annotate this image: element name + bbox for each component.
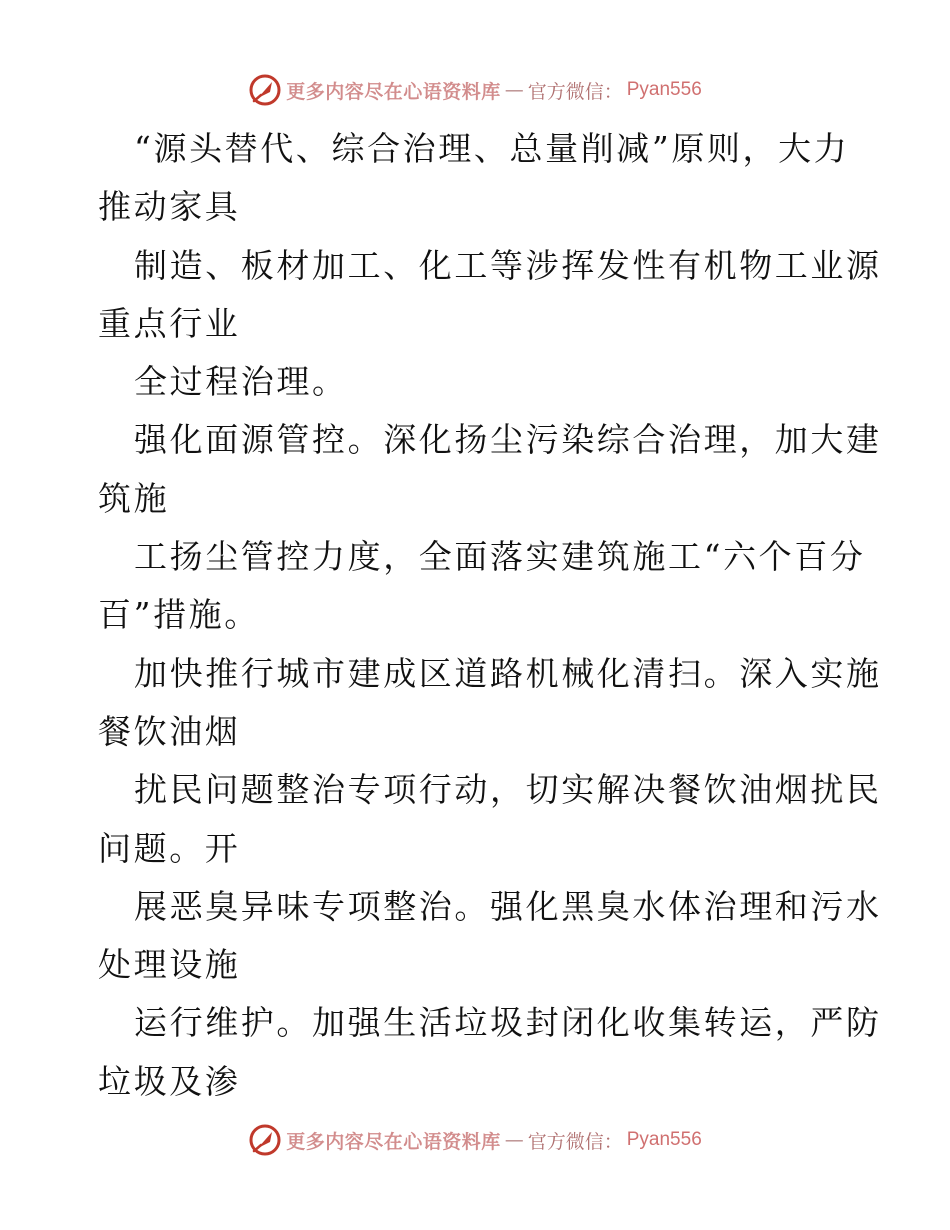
text-line: 加快推行城市建成区道路机械化清扫。深入实施 xyxy=(134,653,882,693)
watermark-official-label: 官方微信： xyxy=(527,1130,623,1153)
text-line: 展恶臭异味专项整治。强化黑臭水体治理和污水 xyxy=(134,886,882,926)
watermark-title: 更多内容尽在心语资料库 xyxy=(286,80,501,103)
watermark-title: 更多内容尽在心语资料库 xyxy=(286,1130,501,1153)
watermark-dash: — xyxy=(504,1129,524,1151)
watermark-official-label: 官方微信： xyxy=(527,80,623,103)
text-line: 强化面源管控。深化扬尘污染综合治理，加大建 xyxy=(134,420,882,460)
text-line: 推动家具 xyxy=(98,187,241,227)
text-line: 运行维护。加强生活垃圾封闭化收集转运，严防 xyxy=(134,1003,882,1043)
document-body xyxy=(98,120,882,1111)
footer-watermark xyxy=(248,1123,702,1157)
text-line: 全过程治理。 xyxy=(134,362,348,402)
quill-logo-icon xyxy=(248,1123,282,1157)
text-line: 筑施 xyxy=(98,478,170,518)
text-line: 处理设施 xyxy=(98,945,241,985)
quill-logo-icon xyxy=(248,73,282,107)
page-header xyxy=(0,70,950,110)
text-line: 制造、板材加工、化工等涉挥发性有机物工业源 xyxy=(134,245,882,285)
watermark-wechat-id: Pyan556 xyxy=(626,1129,702,1150)
text-line: 百”措施。 xyxy=(98,595,260,635)
text-line: 重点行业 xyxy=(98,303,241,343)
text-line: 扰民问题整治专项行动，切实解决餐饮油烟扰民 xyxy=(134,770,882,810)
text-line: 问题。开 xyxy=(98,828,241,868)
text-line: 餐饮油烟 xyxy=(98,711,241,751)
watermark-wechat-id: Pyan556 xyxy=(626,79,702,100)
page-footer xyxy=(0,1120,950,1160)
text-line: “源头替代、综合治理、总量削减”原则，大力 xyxy=(134,129,850,168)
header-watermark xyxy=(248,73,702,107)
text-line: 工扬尘管控力度，全面落实建筑施工“六个百分 xyxy=(134,537,866,577)
watermark-dash: — xyxy=(504,79,524,101)
text-line: 垃圾及渗 xyxy=(98,1061,241,1101)
